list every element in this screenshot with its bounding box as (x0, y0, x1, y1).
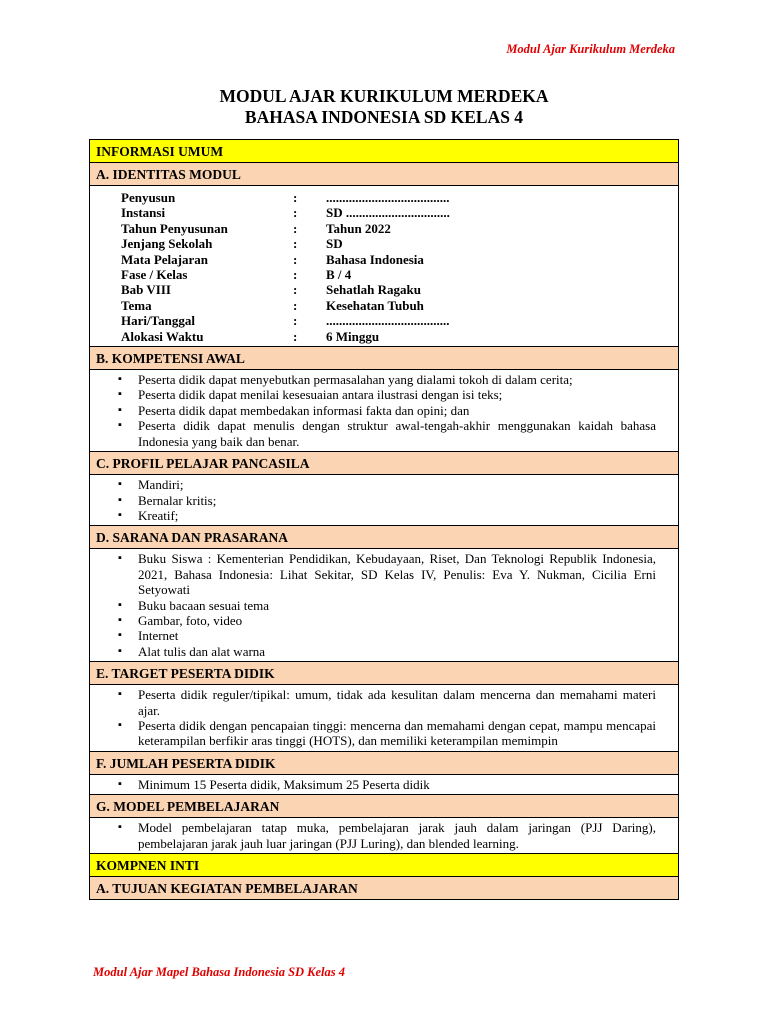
identitas-label: Bab VIII (121, 282, 171, 298)
title-line-2: BAHASA INDONESIA SD KELAS 4 (244, 107, 524, 127)
sarana-body (90, 549, 678, 662)
identitas-row (121, 298, 678, 313)
target-body (90, 685, 678, 752)
identitas-value: 6 Minggu (326, 328, 380, 344)
heading-model-pembelajaran: G. MODEL PEMBELAJARAN (90, 795, 678, 818)
identitas-row (121, 282, 678, 297)
target-list (112, 687, 656, 749)
identitas-value: Kesehatan Tubuh (326, 297, 424, 313)
jumlah-body (90, 775, 678, 795)
identitas-colon: : (293, 297, 298, 313)
document-title (0, 86, 768, 128)
identitas-colon: : (293, 267, 298, 283)
identitas-value: SD (326, 236, 343, 252)
identitas-label: Tema (121, 297, 152, 313)
list-item: ▪ Gambar, foto, video (112, 613, 656, 628)
list-item: ▪ Bernalar kritis; (112, 493, 656, 508)
identitas-colon: : (293, 236, 298, 252)
list-item: ▪ Peserta didik dapat menulis dengan struktur awal-tengah-akhir menggunakan kaidah bahasa Indonesia yang baik dan benar. (112, 418, 656, 449)
identitas-colon: : (293, 251, 298, 267)
jumlah-list (112, 777, 656, 792)
identitas-row (121, 252, 678, 267)
profil-body (90, 475, 678, 526)
list-item: ▪ Kreatif; (112, 508, 656, 523)
identitas-row (121, 221, 678, 236)
identitas-colon: : (293, 220, 298, 236)
heading-profil-pelajar: C. PROFIL PELAJAR PANCASILA (90, 452, 678, 475)
module-table (89, 139, 679, 900)
identitas-value: SD ................................ (326, 205, 450, 221)
list-item: ▪ Minimum 15 Peserta didik, Maksimum 25 Peserta didik (112, 777, 656, 792)
identitas-body (90, 186, 678, 347)
identitas-value: Sehatlah Ragaku (326, 282, 421, 298)
list-item: ▪ Buku Siswa : Kementerian Pendidikan, Kebudayaan, Riset, Dan Teknologi Republik Indonesia, 2021, Bahasa Indonesia: Lihat Sekitar, SD Kelas IV, Penulis: Eva Y. Nukman, Cicilia Erni Setyowati (112, 551, 656, 597)
identitas-colon: : (293, 205, 298, 221)
list-item: ▪ Peserta didik dapat menilai kesesuaian antara ilustrasi dengan isi teks; (112, 387, 656, 402)
identitas-row (121, 236, 678, 251)
section-komponen-inti: KOMPNEN INTI (90, 854, 678, 877)
identitas-label: Instansi (121, 205, 166, 221)
identitas-value: ...................................... (326, 190, 450, 205)
identitas-colon: : (293, 190, 298, 205)
list-item: ▪ Mandiri; (112, 477, 656, 492)
heading-identitas-modul: A. IDENTITAS MODUL (90, 163, 678, 186)
heading-target-peserta: E. TARGET PESERTA DIDIK (90, 662, 678, 685)
list-item: ▪ Peserta didik dengan pencapaian tinggi: mencerna dan memahami dengan cepat, mampu mencapai keterampilan berfikir aras tinggi (HOTS), dan memiliki keterampilan memimpin (112, 718, 656, 749)
list-item: ▪ Peserta didik dapat menyebutkan permasalahan yang dialami tokoh di dalam cerita; (112, 372, 656, 387)
list-item: ▪ Peserta didik reguler/tipikal: umum, tidak ada kesulitan dalam mencerna dan memahami materi ajar. (112, 687, 656, 718)
identitas-row (121, 267, 678, 282)
identitas-label: Jenjang Sekolah (121, 236, 213, 252)
identitas-value: Tahun 2022 (326, 220, 391, 236)
identitas-colon: : (293, 313, 298, 329)
list-item: ▪ Internet (112, 628, 656, 643)
identitas-value: Bahasa Indonesia (326, 251, 424, 267)
identitas-colon: : (293, 282, 298, 298)
section-informasi-umum: INFORMASI UMUM (90, 140, 678, 163)
identitas-row (121, 190, 678, 205)
heading-kompetensi-awal: B. KOMPETENSI AWAL (90, 347, 678, 370)
identitas-value: B / 4 (326, 267, 352, 283)
identitas-value: ...................................... (326, 313, 450, 329)
identitas-label: Fase / Kelas (121, 267, 188, 283)
profil-list (112, 477, 656, 523)
header-note: Modul Ajar Kurikulum Merdeka (506, 42, 675, 56)
identitas-colon: : (293, 328, 298, 344)
list-item: ▪ Alat tulis dan alat warna (112, 644, 656, 659)
identitas-row (121, 313, 678, 328)
heading-jumlah-peserta: F. JUMLAH PESERTA DIDIK (90, 752, 678, 775)
sarana-list (112, 551, 656, 659)
title-line-1: MODUL AJAR KURIKULUM MERDEKA (219, 86, 549, 106)
identitas-row (121, 329, 678, 344)
list-item: ▪ Model pembelajaran tatap muka, pembelajaran jarak jauh dalam jaringan (PJJ Daring), pembelajaran jarak jauh luar jaringan (PJJ Luring), dan blended learning. (112, 820, 656, 851)
model-list (112, 820, 656, 851)
identitas-label: Penyusun (121, 190, 176, 205)
list-item: ▪ Buku bacaan sesuai tema (112, 598, 656, 613)
heading-sarana-prasarana: D. SARANA DAN PRASARANA (90, 526, 678, 549)
model-body (90, 818, 678, 854)
identitas-row (121, 205, 678, 220)
kompetensi-list (112, 372, 656, 449)
list-item: ▪ Peserta didik dapat membedakan informasi fakta dan opini; dan (112, 403, 656, 418)
identitas-label: Hari/Tanggal (121, 313, 195, 329)
identitas-label: Tahun Penyusunan (121, 220, 228, 236)
identitas-label: Mata Pelajaran (121, 251, 209, 267)
kompetensi-body (90, 370, 678, 452)
heading-tujuan-kegiatan: A. TUJUAN KEGIATAN PEMBELAJARAN (90, 877, 678, 900)
footer-note: Modul Ajar Mapel Bahasa Indonesia SD Kelas 4 (93, 965, 346, 979)
identitas-label: Alokasi Waktu (121, 328, 204, 344)
